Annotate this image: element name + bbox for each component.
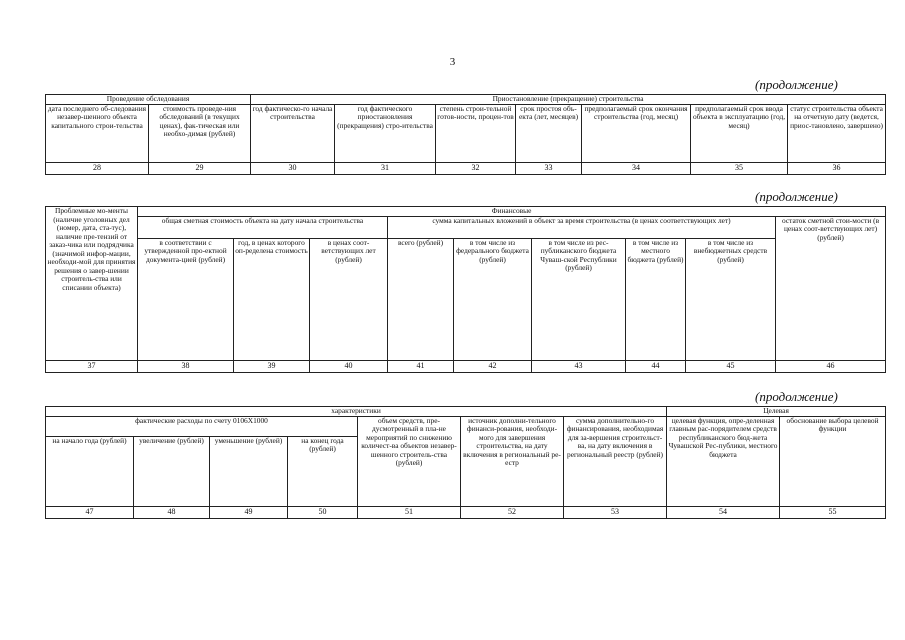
financial-table: [45, 206, 886, 373]
col-number: 43: [532, 360, 626, 372]
col-readiness: степень строи-тельной готов-ности, процен-тов: [436, 104, 516, 162]
header-actual-expenses: фактические расходы по счету 0106X1000: [46, 416, 358, 436]
col-invest-extrabudget: в том числе из внебюджетных средств (рублей): [686, 238, 776, 360]
col-number: 47: [46, 506, 134, 518]
col-number: 45: [686, 360, 776, 372]
col-number: 52: [461, 506, 564, 518]
col-number: 40: [310, 360, 388, 372]
col-invest-republic: в том числе из рес-публиканского бюджета Чуваш-ской Республики (рублей): [532, 238, 626, 360]
col-suspension-year: год фактического приостановления (прекращения) стро-ительства: [335, 104, 436, 162]
col-invest-federal: в том числе из федерального бюджета (рублей): [454, 238, 532, 360]
col-funding-source: источник дополни-тельного финанси-рования, необходи-мого для завершения строительства, на дату включения в региональный ре-естр: [461, 416, 564, 506]
col-number: 36: [788, 162, 886, 174]
col-target-function: целевая функция, опре-деленная главным рас-порядителем средств республиканского бюд-жета Чувашской Рес-публики, местного бюджета: [667, 416, 780, 506]
col-number: 34: [582, 162, 691, 174]
col-number: 39: [234, 360, 310, 372]
col-number: 29: [149, 162, 251, 174]
col-exp-decrease: уменьшение (рублей): [210, 436, 288, 506]
col-number: 51: [358, 506, 461, 518]
page-number: 3: [449, 56, 456, 68]
col-number: 41: [388, 360, 454, 372]
col-number: 30: [251, 162, 335, 174]
continuation-label-1: (продолжение): [755, 77, 838, 92]
col-number: 28: [46, 162, 149, 174]
col-planned-completion: предполагаемый срок окончания строительства (год, месяц): [582, 104, 691, 162]
col-number: 42: [454, 360, 532, 372]
col-number: 32: [436, 162, 516, 174]
header-target: Целевая: [667, 407, 886, 417]
col-planned-volume: объем средств, пре-дусмотренный в пла-не мероприятий по снижению количест-ва объектов незавер-шенного строитель-ства (рублей): [358, 416, 461, 506]
header-suspension: Приостановление (прекращение) строительства: [251, 95, 886, 105]
col-planned-commissioning: предполагаемый срок ввода объекта в эксплуатацию (год, месяц): [691, 104, 788, 162]
col-cost-base-year: год, в ценах которого оп-ределена стоимость: [234, 238, 310, 360]
col-number: 46: [776, 360, 886, 372]
col-additional-sum: сумма дополнительно-го финансирования, необходимая для за-вершения строительст-ва, на дату включения в региональный реестр (рублей): [564, 416, 667, 506]
col-problem-points: Проблемные мо-менты (наличие уголовных дел (номер, дата, ста-тус), наличие пре-тензий от заказ-чика или подрядчика (значимой инфор-мации, необходи-мой для принятия решения о завер-шении строитель-ства или списании объекта): [46, 207, 138, 361]
header-survey: Проведение обследования: [46, 95, 251, 105]
col-survey-cost: стоимость проведе-ния обследований (в текущих ценах), фак-тическая или необхо-димая (рублей): [149, 104, 251, 162]
col-number: 35: [691, 162, 788, 174]
continuation-label-2: (продолжение): [755, 189, 838, 204]
continuation-label-3: (продолжение): [755, 389, 838, 404]
col-last-survey-date: дата последнего об-следования незавер-шенного объекта капитального строи-тельства: [46, 104, 149, 162]
header-financial: Финансовые: [138, 207, 886, 217]
col-status: статус строительства объекта на отчетную дату (ведется, приос-тановлено, завершено): [788, 104, 886, 162]
col-remaining-cost: остаток сметной стои-мости (в ценах соот-ветствующих лет) (рублей): [776, 216, 886, 360]
col-exp-end: на конец года (рублей): [288, 436, 358, 506]
col-target-justification: обоснование выбора целевой функции: [780, 416, 886, 506]
characteristics-target-table: [45, 406, 886, 519]
col-number: 48: [134, 506, 210, 518]
col-start-year: год фактическо-го начала строительства: [251, 104, 335, 162]
col-number: 50: [288, 506, 358, 518]
col-number: 33: [516, 162, 582, 174]
header-capital-investment: сумма капитальных вложений в объект за время строительства (в ценах соответствующих лет): [388, 216, 776, 238]
col-number: 44: [626, 360, 686, 372]
col-number: 38: [138, 360, 234, 372]
col-exp-increase: увеличение (рублей): [134, 436, 210, 506]
col-cost-approved: в соответствии с утвержденной про-ектной документа-цией (рублей): [138, 238, 234, 360]
survey-suspension-table: [45, 94, 886, 175]
col-number: 31: [335, 162, 436, 174]
col-invest-local: в том числе из местного бюджета (рублей): [626, 238, 686, 360]
col-number: 37: [46, 360, 138, 372]
col-number: 49: [210, 506, 288, 518]
col-invest-total: всего (рублей): [388, 238, 454, 360]
col-downtime: срок простоя объ-екта (лет, месяцев): [516, 104, 582, 162]
col-number: 55: [780, 506, 886, 518]
header-total-cost: общая сметная стоимость объекта на дату начала строительства: [138, 216, 388, 238]
col-exp-start: на начало года (рублей): [46, 436, 134, 506]
col-number: 53: [564, 506, 667, 518]
col-number: 54: [667, 506, 780, 518]
header-characteristics: характеристики: [46, 407, 667, 417]
col-cost-current-prices: в ценах соот-ветствующих лет (рублей): [310, 238, 388, 360]
